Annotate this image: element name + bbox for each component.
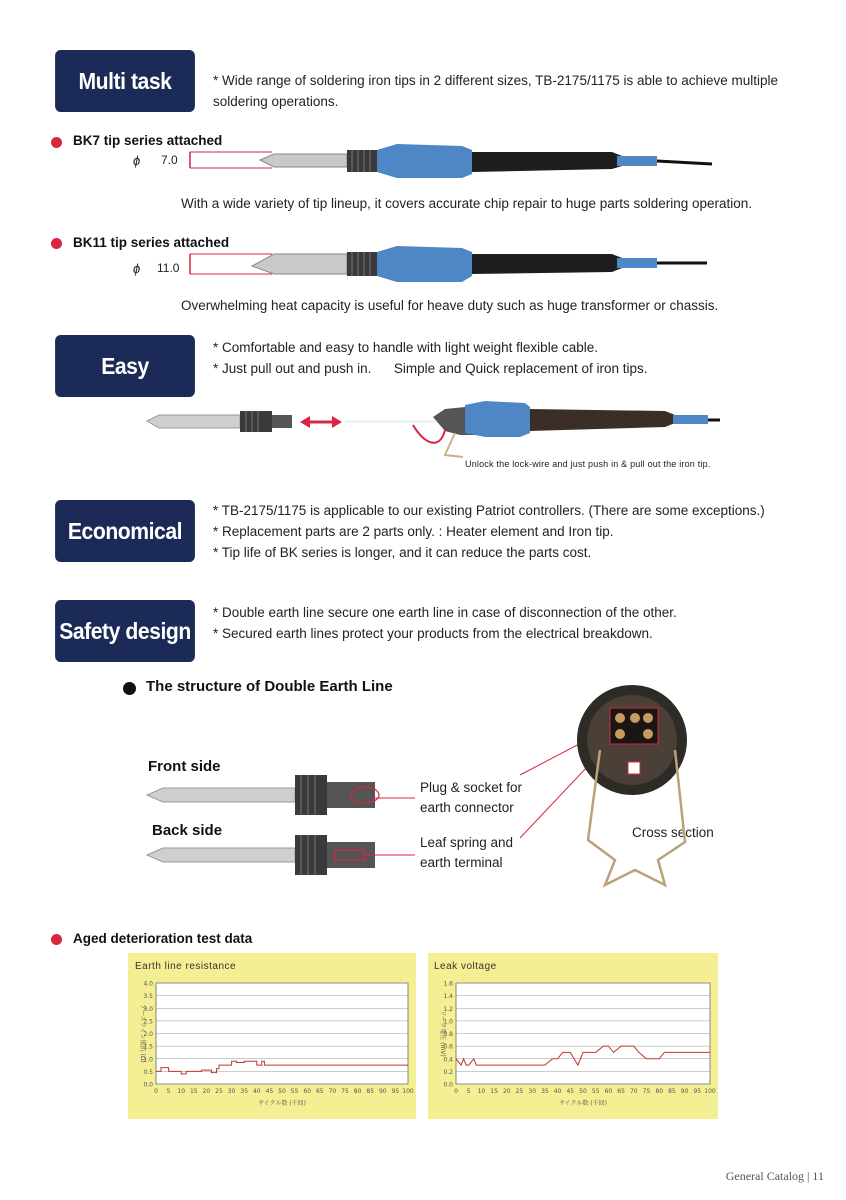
x-tick-label: 45 (566, 1088, 575, 1095)
x-tick-label: 30 (528, 1088, 537, 1095)
safety-description (213, 602, 677, 644)
x-tick-label: 65 (315, 1088, 324, 1095)
x-tick-label: 95 (391, 1088, 400, 1095)
leaf-label-line-1: Leaf spring and (420, 835, 514, 850)
x-tick-label: 25 (215, 1088, 223, 1095)
bk7-diameter: 7.0 (161, 153, 178, 167)
front-side-label: Front side (148, 758, 221, 775)
y-axis-label: リーク電圧 (mV) (439, 1010, 446, 1057)
phi-symbol: ϕ (133, 153, 141, 168)
economical-description (213, 500, 765, 563)
phi-symbol: ϕ (133, 261, 141, 276)
y-tick-label: 0.2 (443, 1068, 453, 1076)
x-tick-label: 85 (366, 1088, 375, 1095)
y-tick-label: 0.5 (143, 1068, 153, 1076)
earth-resistance-chart-panel (128, 953, 416, 1119)
y-tick-label: 1.5 (143, 1043, 153, 1051)
bk11-caption: Overwhelming heat capacity is useful for heave duty such as huge transformer or chassis. (181, 298, 719, 313)
bk7-heading: BK7 tip series attached (73, 133, 223, 148)
x-tick-label: 0 (154, 1088, 158, 1095)
bullet-dot (51, 137, 62, 148)
economical-line-2: * Replacement parts are 2 parts only. : Heater element and Iron tip. (213, 524, 614, 539)
x-tick-label: 30 (227, 1088, 236, 1095)
x-axis-label: サイクル数 (千回) (258, 1100, 306, 1107)
multi-task-badge: Multi task (55, 50, 195, 112)
easy-badge: Easy (55, 335, 195, 397)
safety-badge: Safety design (55, 600, 195, 662)
leak-voltage-chart (428, 953, 718, 1119)
structure-heading: The structure of Double Earth Line (146, 678, 393, 695)
cross-section-label: Cross section (632, 825, 714, 840)
x-tick-label: 80 (655, 1088, 664, 1095)
y-tick-label: 0.6 (443, 1043, 453, 1051)
x-tick-label: 50 (579, 1088, 587, 1095)
x-tick-label: 75 (642, 1088, 651, 1095)
x-tick-label: 20 (202, 1088, 211, 1095)
y-tick-label: 0.4 (443, 1056, 453, 1064)
plug-socket-label (420, 778, 522, 818)
back-side-label: Back side (152, 822, 223, 839)
x-tick-label: 65 (617, 1088, 625, 1095)
easy-note: Unlock the lock-wire and just push in & pull out the iron tip. (465, 459, 711, 469)
x-tick-label: 40 (252, 1088, 261, 1095)
x-tick-label: 90 (680, 1088, 689, 1095)
y-tick-label: 2.5 (143, 1018, 153, 1026)
economical-line-3: * Tip life of BK series is longer, and it can reduce the parts cost. (213, 545, 592, 560)
x-tick-label: 45 (265, 1088, 274, 1095)
x-tick-label: 15 (189, 1088, 198, 1095)
bullet-dot (51, 238, 62, 249)
easy-line-1: * Comfortable and easy to handle with light weight flexible cable. (213, 340, 598, 355)
x-tick-label: 5 (166, 1088, 171, 1095)
multi-task-line-1: * Wide range of soldering iron tips in 2 different sizes, TB-2175/1175 is able to achieve multiple (213, 73, 779, 88)
economical-line-1: * TB-2175/1175 is applicable to our existing Patriot controllers. (There are some exceptions.) (213, 503, 765, 518)
easy-description (213, 337, 647, 379)
bullet-dot (51, 934, 62, 945)
x-tick-label: 60 (604, 1088, 613, 1095)
y-tick-label: 0.8 (443, 1031, 453, 1038)
y-tick-label: 1.0 (443, 1018, 453, 1026)
plug-label-line-2: earth connector (420, 800, 514, 815)
x-tick-label: 70 (328, 1088, 337, 1095)
x-tick-label: 100 (402, 1088, 414, 1095)
x-tick-label: 80 (353, 1088, 362, 1095)
cross-section-image (520, 670, 730, 910)
x-tick-label: 85 (668, 1088, 676, 1095)
y-tick-label: 4.0 (143, 980, 153, 988)
x-tick-label: 55 (290, 1088, 299, 1095)
safety-line-2: * Secured earth lines protect your products from the electrical breakdown. (213, 626, 653, 641)
y-tick-label: 0.0 (443, 1081, 453, 1089)
x-tick-label: 90 (378, 1088, 387, 1095)
leaf-label-line-2: earth terminal (420, 855, 503, 870)
easy-line-2: * Just pull out and push in. Simple and Quick replacement of iron tips. (213, 361, 648, 376)
x-tick-label: 70 (629, 1088, 638, 1095)
x-tick-label: 35 (240, 1088, 249, 1095)
x-tick-label: 25 (515, 1088, 524, 1095)
earth-resistance-chart (128, 953, 416, 1119)
x-tick-label: 10 (177, 1088, 186, 1095)
x-tick-label: 40 (553, 1088, 562, 1095)
economical-badge: Economical (55, 500, 195, 562)
y-tick-label: 0.0 (143, 1081, 153, 1089)
x-tick-label: 0 (454, 1088, 458, 1095)
y-axis-label: アースライン抵抗 (Ω) (139, 1004, 146, 1063)
y-tick-label: 1.4 (443, 993, 453, 1001)
safety-line-1: * Double earth line secure one earth line in case of disconnection of the other. (213, 605, 677, 620)
x-tick-label: 100 (704, 1088, 716, 1095)
x-tick-label: 60 (303, 1088, 312, 1095)
x-tick-label: 55 (591, 1088, 600, 1095)
multi-task-line-2: soldering operations. (213, 94, 339, 109)
x-tick-label: 15 (490, 1088, 498, 1095)
bk11-iron-image (182, 240, 722, 292)
bullet-dot (123, 682, 136, 695)
x-axis-label: サイクル数 (千回) (559, 1100, 607, 1107)
chart-title: Earth line resistance (135, 961, 237, 972)
bk11-diameter: 11.0 (157, 261, 180, 275)
y-tick-label: 3.5 (143, 993, 153, 1001)
bk7-iron-image (182, 138, 722, 190)
chart-title: Leak voltage (434, 961, 497, 972)
plug-label-line-1: Plug & socket for (420, 780, 523, 795)
leaf-spring-label (420, 833, 513, 873)
x-tick-label: 50 (278, 1088, 286, 1095)
x-tick-label: 10 (477, 1088, 486, 1095)
y-tick-label: 2.0 (143, 1031, 153, 1038)
y-tick-label: 1.0 (143, 1056, 153, 1064)
multi-task-description (213, 70, 778, 112)
aged-heading: Aged deterioration test data (73, 931, 253, 946)
x-tick-label: 35 (541, 1088, 549, 1095)
page-footer: General Catalog | 11 (725, 1169, 824, 1183)
x-tick-label: 20 (502, 1088, 511, 1095)
y-tick-label: 1.2 (443, 1005, 453, 1013)
y-tick-label: 1.6 (443, 980, 453, 988)
leak-voltage-chart-panel (428, 953, 718, 1119)
x-tick-label: 5 (466, 1088, 471, 1095)
y-tick-label: 3.0 (143, 1005, 153, 1013)
x-tick-label: 75 (341, 1088, 349, 1095)
bk11-heading: BK11 tip series attached (73, 235, 230, 250)
x-tick-label: 95 (693, 1088, 702, 1095)
tip-structure-image (145, 770, 415, 880)
bk7-caption: With a wide variety of tip lineup, it covers accurate chip repair to huge parts soldering operation. (181, 196, 753, 211)
